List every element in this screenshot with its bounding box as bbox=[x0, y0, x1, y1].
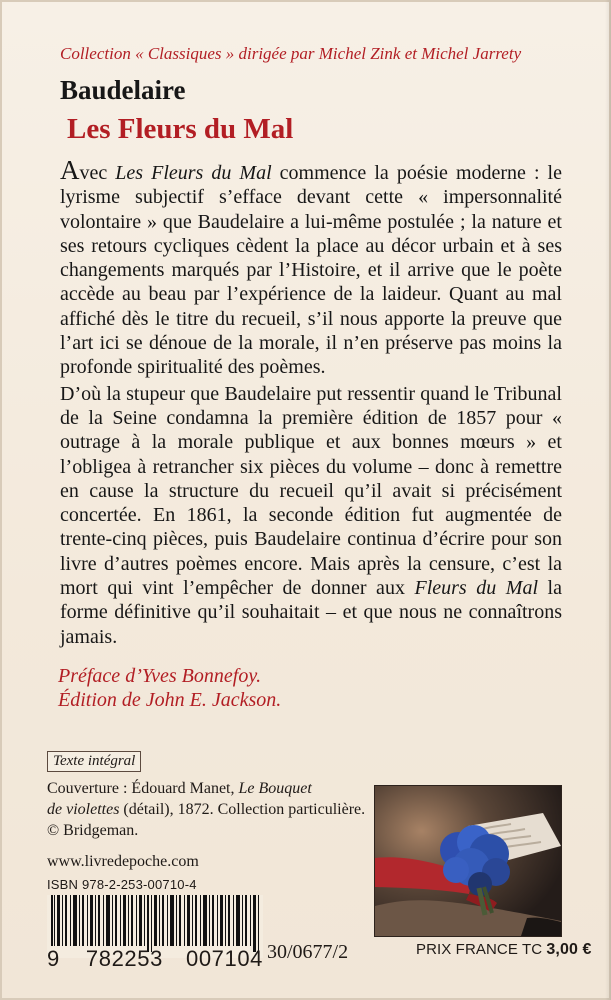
cover-credit-prefix: Couverture : Édouard Manet, bbox=[47, 780, 239, 797]
collection-line: Collection « Classiques » dirigée par Michel Zink et Michel Jarrety bbox=[60, 44, 522, 63]
preface-credit: Préface d’Yves Bonnefoy. bbox=[58, 665, 262, 687]
p2-end: la forme définitive qu’il souhaitait – et que nous ne connaîtrons jamais. bbox=[60, 577, 562, 648]
cover-work-title-1: Le Bouquet bbox=[238, 780, 312, 797]
barcode-right-digits: 007104 bbox=[185, 946, 263, 971]
integral-text-label: Texte intégral bbox=[47, 751, 141, 772]
cover-painting-thumbnail bbox=[374, 785, 562, 937]
book-title: Les Fleurs du Mal bbox=[67, 113, 294, 145]
synopsis-text bbox=[60, 157, 562, 649]
website-url: www.livredepoche.com bbox=[47, 853, 199, 870]
painting-illustration bbox=[375, 786, 561, 936]
author-name: Baudelaire bbox=[60, 75, 186, 105]
drop-cap: A bbox=[60, 155, 80, 185]
barcode-digits bbox=[47, 946, 263, 972]
price-value: 3,00 € bbox=[546, 941, 592, 958]
p2-start: D’où la stupeur que Baudelaire put ressentir quand le Tribunal de la Seine condamna la première édition de 1857 pour « outrage à la morale publique et aux bonnes mœurs » et l’obligea à retrancher six pièces du volume – donc à remettre en cause la structure du recueil qu’il avait si précisément concertée. En 1861, la seconde édition fut augmentée de trente-cinq pièces, puis Baudelaire continua d’écrire pour son livre d’autres poèmes encore. Mais après la censure, c’est la mort qui vint l’empêcher de donner aux bbox=[60, 382, 562, 600]
cover-work-title-2: de violettes bbox=[47, 801, 120, 818]
price bbox=[416, 941, 592, 959]
cover-credit bbox=[47, 778, 367, 841]
catalog-number: 30/0677/2 bbox=[267, 941, 349, 963]
price-label: PRIX FRANCE TC bbox=[416, 941, 547, 958]
isbn-number: ISBN 978-2-253-00710-4 bbox=[47, 877, 197, 892]
p1-start: vec bbox=[79, 162, 116, 184]
edition-credit: Édition de John E. Jackson. bbox=[58, 689, 282, 711]
p1-rest: commence la poésie moderne : le lyrisme subjectif s’efface devant cette « impersonnalité volontaire » que Baudelaire a lui-même postulée ; la nature et ses retours cycliques cèdent la place au décor urbain et à ses changements marqués par l’Histoire, et il arrive que le poète accède au beau par l’expérience de la laideur. Quant au mal affiché dès le titre du recueil, s’il nous apporte la preuve que l’art ici se dénoue de la morale, il n’en préserve pas moins la profonde spiritualité des poèmes. bbox=[60, 162, 562, 379]
cover-credit-suffix: (détail), 1872. Collection particulière. © Bridgeman. bbox=[47, 801, 366, 839]
edge-shadow bbox=[605, 0, 611, 1000]
p2-title: Fleurs du Mal bbox=[414, 577, 539, 600]
p1-title: Les Fleurs du Mal bbox=[115, 162, 272, 184]
barcode-first-digit: 9 bbox=[47, 946, 60, 971]
barcode-left-digits: 782253 bbox=[85, 946, 163, 971]
credits bbox=[58, 664, 458, 712]
synopsis-paragraph-2 bbox=[60, 382, 562, 649]
synopsis-paragraph-1 bbox=[60, 157, 562, 380]
